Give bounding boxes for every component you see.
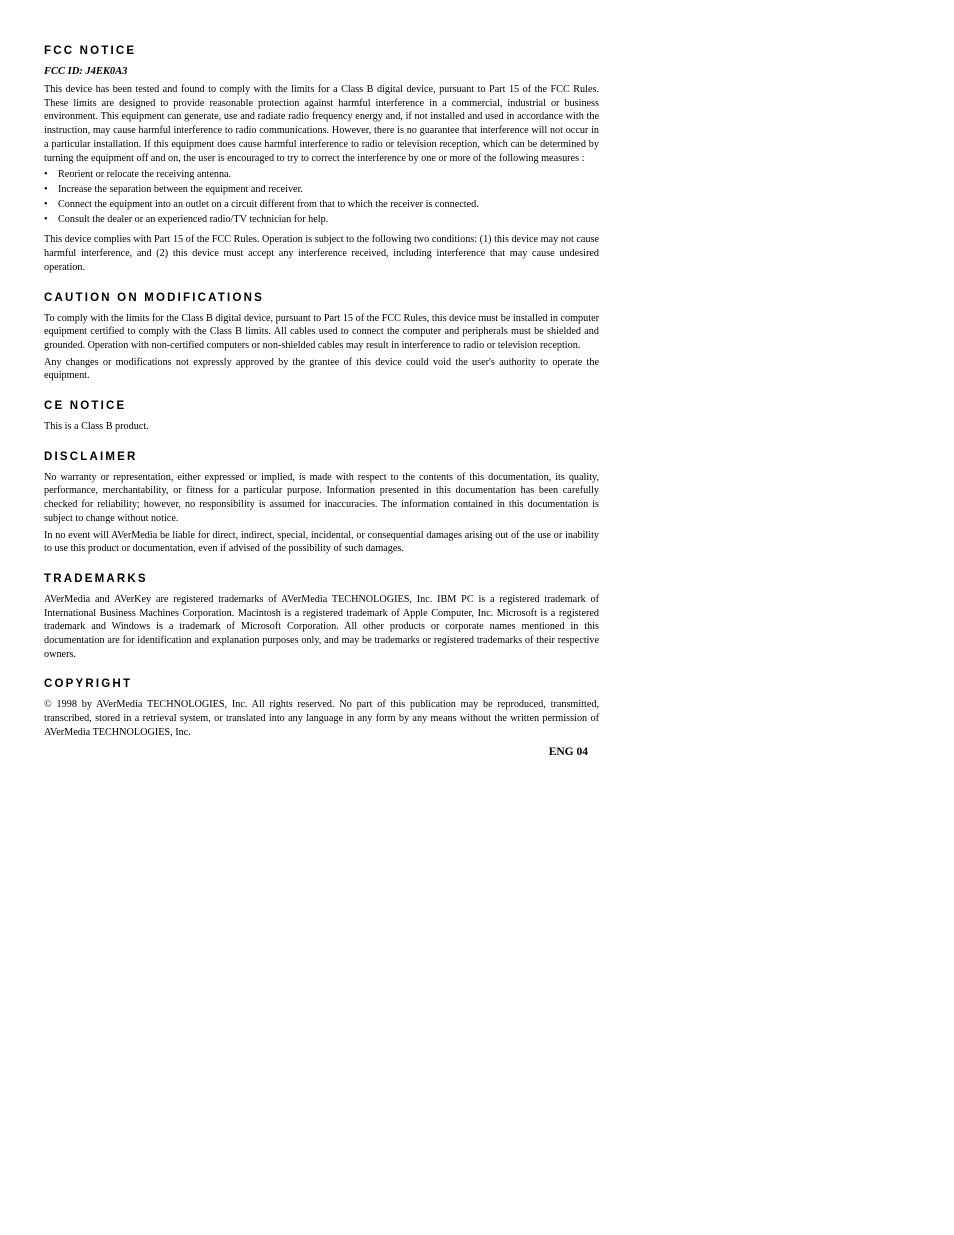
ce-notice-heading: CE NOTICE bbox=[44, 400, 127, 413]
disclaimer-paragraph-1: No warranty or representation, either expressed or implied, is made with respect to the contents of this documentation, its quality, performance, merchantability, or fitness for a particular purpose. Information presented in this documentation has been carefully checked for reliability; however, no responsibility is assumed for inaccuracies. The information contained in this documentation is subject to change without notice. bbox=[44, 471, 599, 524]
caution-paragraph-2: Any changes or modifications not expressly approved by the grantee of this device could void the user's authority to operate the equipment. bbox=[44, 356, 599, 382]
document-page bbox=[44, 44, 599, 758]
disclaimer-heading: DISCLAIMER bbox=[44, 450, 138, 463]
ce-paragraph: This is a Class B product. bbox=[44, 421, 149, 433]
list-item-text: Connect the equipment into an outlet on a circuit different from that to which the receiver is connected. bbox=[58, 198, 479, 210]
fcc-notice-section bbox=[44, 44, 599, 275]
list-item bbox=[44, 198, 599, 213]
list-item bbox=[44, 168, 599, 183]
trademarks-paragraph: AVerMedia and AVerKey are registered trademarks of AVerMedia TECHNOLOGIES, Inc. IBM PC is a registered trademark of International Business Machines Corporation. Macintosh is a registered trademark of Apple Computer, Inc. Microsoft is a registered trademark and Windows is a trademark of Microsoft Corporation. All other products or corporate names mentioned in this documentation are for identification and explanation purposes only, and may be trademarks or registered trademarks of their respective owners. bbox=[44, 593, 599, 660]
bullet-icon: • bbox=[44, 184, 48, 196]
disclaimer-paragraph-2: In no event will AVerMedia be liable for direct, indirect, special, incidental, or consequential damages arising out of the use or inability to use this product or documentation, even if advised of the possibility of such damages. bbox=[44, 529, 599, 555]
list-item bbox=[44, 183, 599, 198]
fcc-notice-heading: FCC NOTICE bbox=[44, 45, 137, 57]
caution-heading: CAUTION ON MODIFICATIONS bbox=[44, 291, 264, 304]
copyright-section bbox=[44, 677, 599, 739]
bullet-icon: • bbox=[44, 169, 48, 181]
fcc-measures-list bbox=[44, 168, 599, 227]
copyright-heading: COPYRIGHT bbox=[44, 678, 133, 691]
bullet-icon: • bbox=[44, 198, 48, 210]
trademarks-heading: TRADEMARKS bbox=[44, 572, 148, 585]
list-item-text: Increase the separation between the equipment and receiver. bbox=[58, 184, 303, 196]
fcc-intro-paragraph: This device has been tested and found to comply with the limits for a Class B digital device, pursuant to Part 15 of the FCC Rules. These limits are designed to provide reasonable protection against harmful interference in a commercial, industrial or business environment. This equipment can generate, use and radiate radio frequency energy and, if not installed and used in accordance with the instruction, may cause harmful interference to radio communications. However, there is no guarantee that interference will not occur in a particular installation. If this equipment does cause harmful interference to radio or television reception, which can be determined by turning the equipment off and on, the user is encouraged to try to correct the interference by one or more of the following measures : bbox=[44, 84, 599, 164]
list-item bbox=[44, 213, 599, 228]
copyright-paragraph: © 1998 by AVerMedia TECHNOLOGIES, Inc. All rights reserved. No part of this publication may be reproduced, transmitted, transcribed, stored in a retrieval system, or translated into any language in any form by any means without the written permission of AVerMedia TECHNOLOGIES, Inc. bbox=[44, 699, 599, 738]
disclaimer-section bbox=[44, 450, 599, 556]
list-item-text: Consult the dealer or an experienced radio/TV technician for help. bbox=[58, 213, 329, 225]
fcc-compliance-paragraph: This device complies with Part 15 of the FCC Rules. Operation is subject to the following two conditions: (1) this device may not cause harmful interference, and (2) this device must accept any interference received, including interference that may cause undesired operation. bbox=[44, 234, 599, 273]
ce-notice-section bbox=[44, 399, 599, 434]
caution-section bbox=[44, 291, 599, 384]
list-item-text: Reorient or relocate the receiving antenna. bbox=[58, 169, 232, 181]
page-number: ENG 04 bbox=[548, 745, 588, 758]
fcc-id-label: FCC ID: J4EK0A3 bbox=[44, 66, 128, 77]
trademarks-section bbox=[44, 572, 599, 662]
bullet-icon: • bbox=[44, 213, 48, 225]
caution-paragraph-1: To comply with the limits for the Class B digital device, pursuant to Part 15 of the FCC Rules, this device must be installed in computer equipment certified to comply with the Class B limits. All cables used to connect the computer and peripherals must be shielded and grounded. Operation with non-certified computers or non-shielded cables may result in interference to radio or television reception. bbox=[44, 312, 599, 351]
